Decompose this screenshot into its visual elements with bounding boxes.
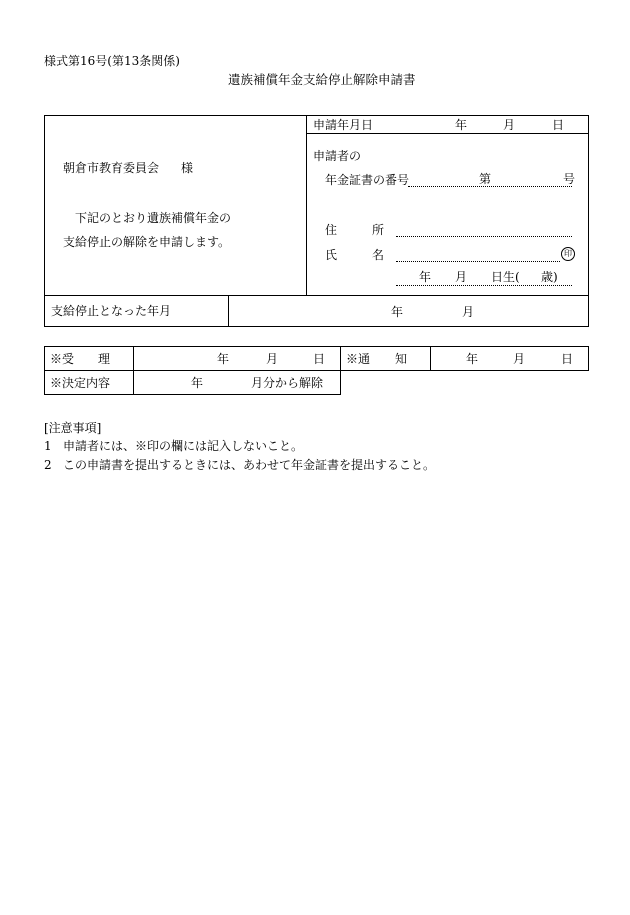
notified-label-mark: ※通 — [346, 352, 371, 366]
cert-number-suffix: 号 — [563, 172, 576, 186]
suspension-label: 支給停止となった年月 — [51, 304, 172, 318]
statement-line-2: 支給停止の解除を申請します。 — [63, 235, 231, 249]
application-date-day[interactable]: 日 — [552, 118, 565, 132]
notified-year[interactable]: 年 — [466, 352, 479, 366]
addressee-honorific: 様 — [181, 161, 194, 175]
decision-label: ※決定内容 — [50, 376, 111, 390]
note-1-text: 申請者には、※印の欄には記入しないこと。 — [63, 439, 304, 453]
office-label-divider — [133, 346, 134, 395]
notified-month[interactable]: 月 — [513, 352, 526, 366]
statement-line-1: 下記のとおり遺族補償年金の — [75, 211, 232, 225]
received-label-end: 理 — [98, 352, 111, 366]
office-middle-divider — [340, 346, 341, 395]
office-row-2-bottom — [44, 394, 341, 395]
notified-label-end: 知 — [395, 352, 408, 366]
note-1-number: 1 — [44, 439, 52, 453]
decision-month-text[interactable]: 月分から解除 — [251, 376, 324, 390]
address-field[interactable] — [396, 236, 572, 237]
applicant-heading: 申請者の — [313, 149, 362, 163]
application-date-label: 申請年月日 — [313, 118, 374, 132]
suspension-row-divider — [44, 295, 589, 296]
address-label-char-2: 所 — [372, 223, 385, 237]
cert-number-field[interactable] — [408, 186, 572, 187]
received-year[interactable]: 年 — [217, 352, 230, 366]
date-row-divider — [306, 133, 589, 134]
address-label-char-1: 住 — [325, 223, 338, 237]
office-row-2-left — [44, 370, 45, 395]
cert-number-prefix: 第 — [479, 172, 492, 186]
addressee-name: 朝倉市教育委員会 — [63, 161, 160, 175]
note-2-number: 2 — [44, 458, 52, 472]
notified-day[interactable]: 日 — [561, 352, 574, 366]
birth-age[interactable]: 歳) — [541, 270, 558, 284]
application-date-year[interactable]: 年 — [455, 118, 468, 132]
cert-number-label: 年金証書の番号 — [325, 173, 410, 187]
suspension-month[interactable]: 月 — [462, 305, 475, 319]
birth-month[interactable]: 月 — [455, 270, 468, 284]
received-label-mark: ※受 — [50, 352, 75, 366]
page-title: 遺族補償年金支給停止解除申請書 — [228, 72, 416, 87]
received-day[interactable]: 日 — [313, 352, 326, 366]
application-date-month[interactable]: 月 — [503, 118, 516, 132]
suspension-column-divider — [228, 295, 229, 327]
birth-day[interactable]: 日生( — [491, 270, 520, 284]
birth-date-field — [396, 285, 572, 286]
name-field[interactable] — [396, 261, 560, 262]
form-number: 様式第16号(第13条関係) — [44, 54, 180, 68]
note-2-text: この申請書を提出するときには、あわせて年金証書を提出すること。 — [63, 458, 436, 472]
suspension-year[interactable]: 年 — [391, 305, 404, 319]
name-label-char-2: 名 — [372, 248, 385, 262]
decision-year[interactable]: 年 — [191, 376, 204, 390]
name-label-char-1: 氏 — [325, 248, 338, 262]
seal-mark: 印 — [561, 247, 575, 261]
birth-year[interactable]: 年 — [419, 270, 432, 284]
received-month[interactable]: 月 — [266, 352, 279, 366]
notes-heading: [注意事項] — [44, 421, 102, 435]
column-divider — [306, 115, 307, 295]
notified-label-divider — [430, 346, 431, 371]
